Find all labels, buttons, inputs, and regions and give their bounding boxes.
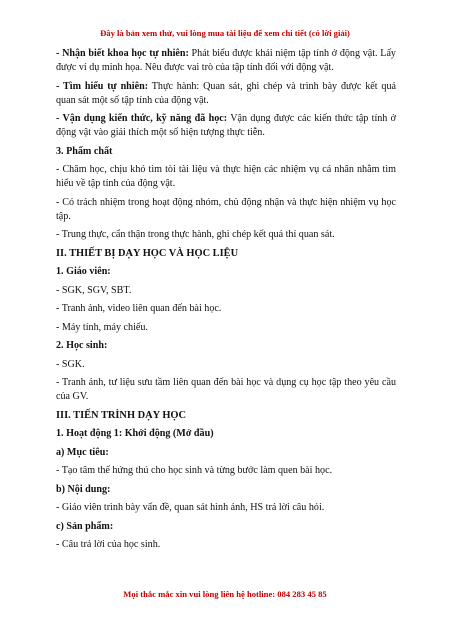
- paragraph-lead: - Vận dụng kiến thức, kỹ năng đã học:: [56, 113, 228, 124]
- paragraph: [56, 47, 396, 75]
- paragraph-text: - SGK, SGV, SBT.: [56, 284, 132, 296]
- paragraph: [56, 538, 396, 552]
- paragraph: [56, 284, 396, 298]
- paragraph-text: - Chăm học, chịu khó tìm tòi tài liệu và thực hiện các nhiệm vụ cá nhân nhằm tìm hiểu về tập tính của động vật.: [56, 164, 396, 189]
- paragraph: [56, 163, 396, 191]
- paragraph: [56, 464, 396, 478]
- section-heading: a) Mục tiêu:: [56, 446, 109, 458]
- paragraph-lead: - Nhận biết khoa học tự nhiên:: [56, 48, 189, 59]
- preview-notice-banner: Đây là bản xem thử, vui lòng mua tài liệu để xem chi tiết (có lời giải): [100, 28, 350, 38]
- section-heading: 1. Giáo viên:: [56, 266, 111, 277]
- paragraph: [56, 228, 396, 242]
- section-heading: 1. Hoạt động 1: Khởi động (Mở đầu): [56, 428, 214, 439]
- paragraph-text: - Máy tính, máy chiếu.: [56, 321, 148, 333]
- paragraph-text: - SGK.: [56, 358, 85, 370]
- paragraph-text: Thực hành: Quan sát, ghi chép và trình bày được kết quả quan sát một số tập tính của động vật.: [56, 80, 396, 106]
- section-heading: III. TIẾN TRÌNH DẠY HỌC: [56, 409, 187, 421]
- section-heading: c) Sản phẩm:: [56, 520, 114, 532]
- paragraph: [56, 321, 396, 335]
- section-heading: b) Nội dung:: [56, 483, 111, 495]
- paragraph-text: - Giáo viên trình bày vấn đề, quan sát hình ảnh, HS trả lời câu hỏi.: [56, 502, 325, 513]
- paragraph-text: - Câu trả lời của học sinh.: [56, 539, 161, 550]
- paragraph-text: - Tranh ảnh, video liên quan đến bài học.: [56, 303, 222, 314]
- paragraph-text: - Có trách nhiệm trong hoạt động nhóm, chủ động nhận và thực hiện nhiệm vụ học tập.: [56, 196, 396, 222]
- paragraph: [56, 112, 396, 140]
- paragraph-text: Phát biểu được khái niệm tập tính ở động vật. Lấy được ví dụ minh họa. Nêu được vai trò của tập tính đối với động vật.: [56, 48, 396, 73]
- section-heading: 2. Học sinh:: [56, 340, 108, 351]
- paragraph-text: - Trung thực, cẩn thận trong thực hành, ghi chép kết quả thí quan sát.: [56, 229, 335, 240]
- paragraph-text: - Tạo tâm thế hứng thú cho học sinh và từng bước làm quen bài học.: [56, 465, 333, 476]
- paragraph: [56, 358, 396, 372]
- paragraph: [56, 501, 396, 515]
- paragraph-lead: - Tìm hiểu tự nhiên:: [56, 80, 149, 92]
- document-body: [56, 47, 396, 557]
- paragraph: [56, 302, 396, 316]
- paragraph-text: Vận dụng được các kiến thức tập tính ở động vật vào giải thích một số hiện tượng thực tiễn.: [56, 113, 396, 138]
- section-heading: 3. Phẩm chất: [56, 145, 113, 157]
- paragraph-text: - Tranh ảnh, tư liệu sưu tầm liên quan đến bài học và dụng cụ học tập theo yêu cầu của GV.: [56, 377, 396, 402]
- hotline-footer-banner: Mọi thắc mắc xin vui lòng liên hệ hotline: 084 283 45 85: [123, 589, 327, 599]
- section-heading: II. THIẾT BỊ DẠY HỌC VÀ HỌC LIỆU: [56, 247, 239, 259]
- paragraph: [56, 80, 396, 108]
- paragraph: [56, 196, 396, 224]
- paragraph: [56, 376, 396, 404]
